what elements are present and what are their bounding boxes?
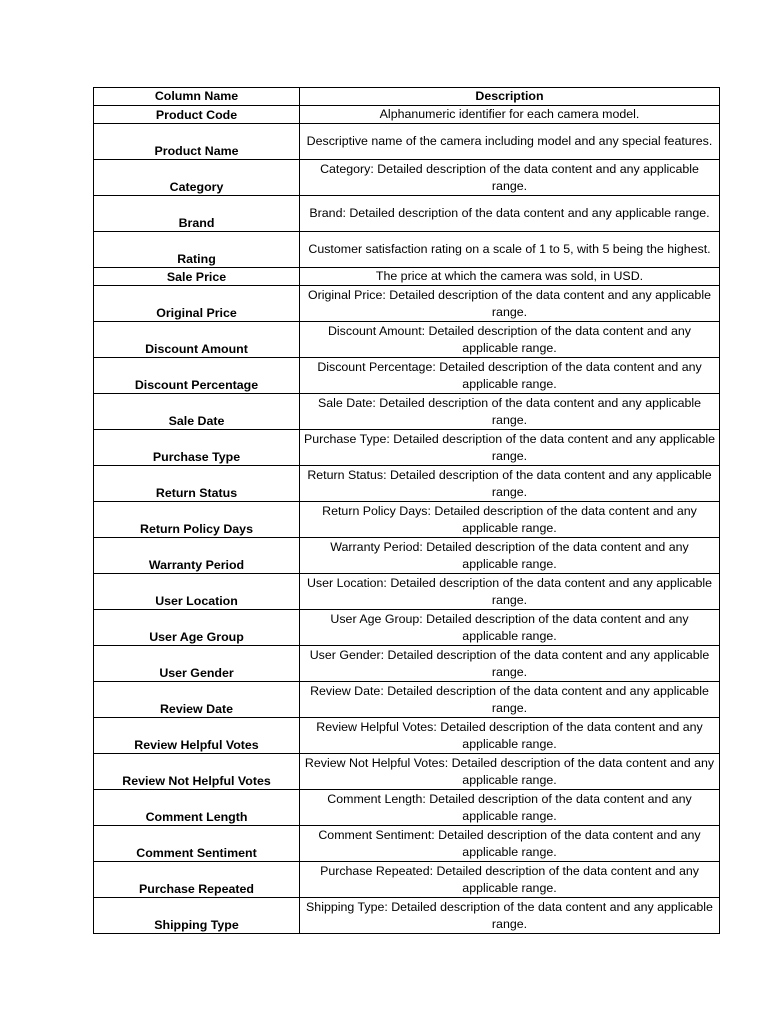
column-name-cell: User Age Group — [94, 610, 300, 646]
column-name-cell: User Gender — [94, 646, 300, 682]
table-row — [94, 466, 720, 502]
table-row — [94, 646, 720, 682]
description-cell: The price at which the camera was sold, in USD. — [300, 268, 720, 286]
column-name-cell: Purchase Repeated — [94, 862, 300, 898]
description-cell: User Gender: Detailed description of the data content and any applicable range. — [300, 646, 720, 682]
table-row — [94, 538, 720, 574]
column-name-header: Column Name — [94, 88, 300, 106]
description-cell: Discount Amount: Detailed description of the data content and any applicable range. — [300, 322, 720, 358]
table-row — [94, 286, 720, 322]
table-row — [94, 790, 720, 826]
table-row — [94, 826, 720, 862]
table-row — [94, 322, 720, 358]
table-row — [94, 394, 720, 430]
description-cell: Original Price: Detailed description of the data content and any applicable range. — [300, 286, 720, 322]
description-cell: Sale Date: Detailed description of the data content and any applicable range. — [300, 394, 720, 430]
description-cell: User Age Group: Detailed description of the data content and any applicable range. — [300, 610, 720, 646]
table-row — [94, 106, 720, 124]
description-cell: User Location: Detailed description of the data content and any applicable range. — [300, 574, 720, 610]
description-cell: Purchase Type: Detailed description of the data content and any applicable range. — [300, 430, 720, 466]
table-header — [94, 88, 720, 106]
description-cell: Comment Length: Detailed description of the data content and any applicable range. — [300, 790, 720, 826]
description-cell: Customer satisfaction rating on a scale of 1 to 5, with 5 being the highest. — [300, 232, 720, 268]
table-row — [94, 898, 720, 934]
column-name-cell: Review Date — [94, 682, 300, 718]
description-cell: Alphanumeric identifier for each camera model. — [300, 106, 720, 124]
column-name-cell: Rating — [94, 232, 300, 268]
description-cell: Brand: Detailed description of the data content and any applicable range. — [300, 196, 720, 232]
column-name-cell: Category — [94, 160, 300, 196]
column-name-cell: Comment Length — [94, 790, 300, 826]
table-row — [94, 610, 720, 646]
column-name-cell: Sale Date — [94, 394, 300, 430]
table-row — [94, 358, 720, 394]
description-header: Description — [300, 88, 720, 106]
description-cell: Comment Sentiment: Detailed description of the data content and any applicable range. — [300, 826, 720, 862]
description-cell: Review Not Helpful Votes: Detailed description of the data content and any applicable range. — [300, 754, 720, 790]
column-name-cell: Return Status — [94, 466, 300, 502]
table-row — [94, 124, 720, 160]
description-cell: Shipping Type: Detailed description of the data content and any applicable range. — [300, 898, 720, 934]
column-name-cell: Purchase Type — [94, 430, 300, 466]
column-name-cell: Original Price — [94, 286, 300, 322]
table-row — [94, 574, 720, 610]
description-cell: Descriptive name of the camera including model and any special features. — [300, 124, 720, 160]
column-name-cell: Product Code — [94, 106, 300, 124]
table-row — [94, 682, 720, 718]
table-row — [94, 430, 720, 466]
description-cell: Return Policy Days: Detailed description of the data content and any applicable range. — [300, 502, 720, 538]
column-name-cell: Return Policy Days — [94, 502, 300, 538]
column-name-cell: Brand — [94, 196, 300, 232]
column-name-cell: Discount Amount — [94, 322, 300, 358]
column-name-cell: Warranty Period — [94, 538, 300, 574]
data-dictionary-table — [93, 87, 720, 934]
description-cell: Purchase Repeated: Detailed description of the data content and any applicable range. — [300, 862, 720, 898]
column-name-cell: Discount Percentage — [94, 358, 300, 394]
description-cell: Review Date: Detailed description of the data content and any applicable range. — [300, 682, 720, 718]
column-name-cell: Product Name — [94, 124, 300, 160]
column-name-cell: Review Not Helpful Votes — [94, 754, 300, 790]
column-name-cell: Shipping Type — [94, 898, 300, 934]
column-name-cell: Sale Price — [94, 268, 300, 286]
description-cell: Review Helpful Votes: Detailed description of the data content and any applicable range. — [300, 718, 720, 754]
table-row — [94, 754, 720, 790]
table-row — [94, 502, 720, 538]
column-name-cell: Review Helpful Votes — [94, 718, 300, 754]
description-cell: Category: Detailed description of the data content and any applicable range. — [300, 160, 720, 196]
description-cell: Return Status: Detailed description of the data content and any applicable range. — [300, 466, 720, 502]
table-row — [94, 160, 720, 196]
column-name-cell: Comment Sentiment — [94, 826, 300, 862]
table-row — [94, 718, 720, 754]
header-row — [94, 88, 720, 106]
description-cell: Discount Percentage: Detailed description of the data content and any applicable range. — [300, 358, 720, 394]
table-row — [94, 232, 720, 268]
description-cell: Warranty Period: Detailed description of the data content and any applicable range. — [300, 538, 720, 574]
table-body — [94, 106, 720, 934]
table-row — [94, 268, 720, 286]
table-row — [94, 196, 720, 232]
table-row — [94, 862, 720, 898]
column-name-cell: User Location — [94, 574, 300, 610]
